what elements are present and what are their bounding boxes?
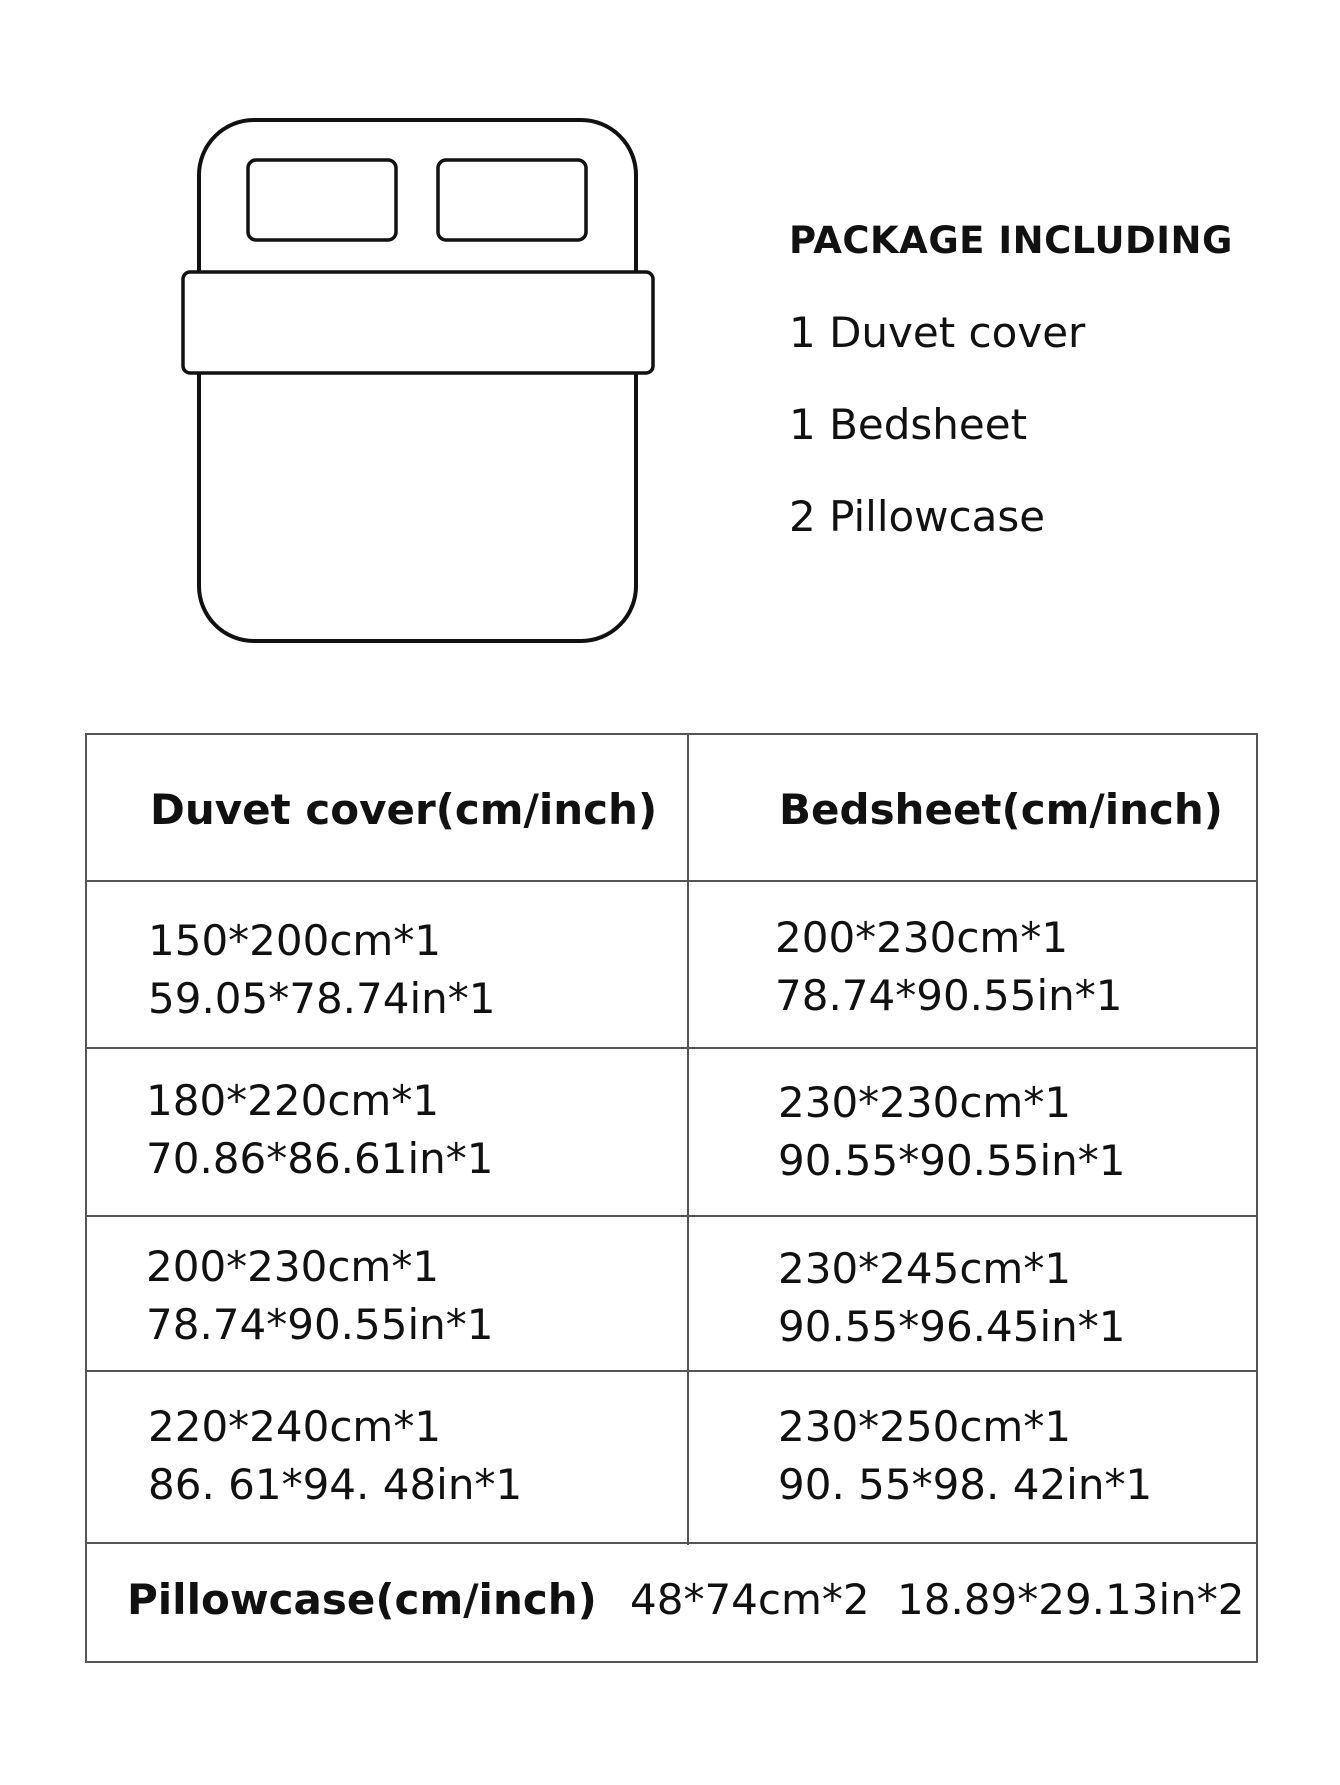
- package-item-duvet: 1 Duvet cover: [789, 308, 1086, 357]
- duvet-size-cell: [146, 1072, 493, 1188]
- pillow-right: [438, 160, 586, 240]
- table-divider: [87, 1542, 1256, 1544]
- size-table: [85, 733, 1258, 1663]
- duvet-size-cell: [148, 912, 495, 1028]
- table-divider: [87, 1047, 1256, 1049]
- table-column-divider: [687, 735, 689, 1545]
- bedsheet-size-inch: 90.55*90.55in*1: [778, 1136, 1126, 1185]
- duvet-size-inch: 86. 61*94. 48in*1: [148, 1460, 523, 1509]
- duvet-size-cm: 220*240cm*1: [148, 1402, 442, 1451]
- duvet-size-inch: 70.86*86.61in*1: [146, 1134, 494, 1183]
- pillow-left: [248, 160, 396, 240]
- duvet-size-inch: 59.05*78.74in*1: [148, 974, 496, 1023]
- table-divider: [87, 1370, 1256, 1372]
- bedsheet-size-cm: 230*245cm*1: [778, 1244, 1072, 1293]
- package-item-bedsheet: 1 Bedsheet: [789, 400, 1028, 449]
- duvet-size-cm: 180*220cm*1: [146, 1076, 440, 1125]
- bedsheet-size-cm: 200*230cm*1: [775, 913, 1069, 962]
- duvet-fold: [183, 272, 653, 373]
- bedsheet-size-inch: 90. 55*98. 42in*1: [778, 1460, 1153, 1509]
- package-title: PACKAGE INCLUDING: [789, 219, 1233, 262]
- duvet-size-cell: [146, 1238, 493, 1354]
- duvet-size-cell: [148, 1398, 522, 1514]
- duvet-size-cm: 200*230cm*1: [146, 1242, 440, 1291]
- table-divider: [87, 1215, 1256, 1217]
- bedsheet-size-cm: 230*250cm*1: [778, 1402, 1072, 1451]
- bedsheet-size-cell: [778, 1074, 1125, 1190]
- bedsheet-size-inch: 90.55*96.45in*1: [778, 1302, 1126, 1351]
- bedsheet-size-cell: [775, 909, 1122, 1025]
- table-divider: [87, 880, 1256, 882]
- duvet-size-cm: 150*200cm*1: [148, 916, 442, 965]
- bedsheet-size-cell: [778, 1398, 1152, 1514]
- pillowcase-size-cm: 48*74cm*2: [630, 1575, 870, 1624]
- bedsheet-size-cm: 230*230cm*1: [778, 1078, 1072, 1127]
- pillowcase-label: Pillowcase(cm/inch): [127, 1575, 597, 1624]
- package-item-pillowcase: 2 Pillowcase: [789, 492, 1046, 541]
- bed-icon: [178, 117, 656, 645]
- bedsheet-size-cell: [778, 1240, 1125, 1356]
- pillowcase-size-inch: 18.89*29.13in*2: [897, 1575, 1245, 1624]
- duvet-size-inch: 78.74*90.55in*1: [146, 1300, 494, 1349]
- duvet-column-header: Duvet cover(cm/inch): [150, 785, 658, 834]
- bedsheet-size-inch: 78.74*90.55in*1: [775, 971, 1123, 1020]
- bedsheet-column-header: Bedsheet(cm/inch): [779, 785, 1223, 834]
